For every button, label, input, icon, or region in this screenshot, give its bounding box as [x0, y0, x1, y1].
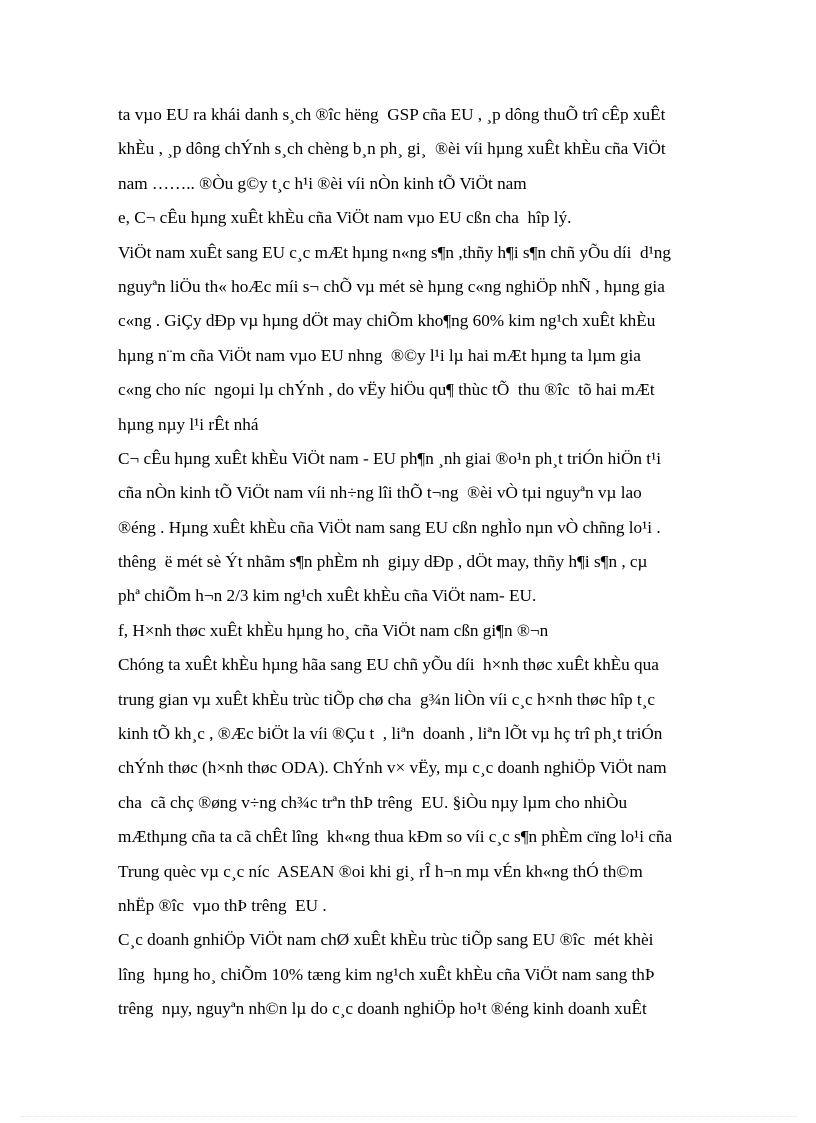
- text-line: ta vµo EU ra khái danh s¸ch ®îc hëng GSP cña EU , ¸p dông thuÕ trî cÊp xuÊt: [118, 105, 666, 124]
- text-line: chÝnh thøc (h×nh thøc ODA). ChÝnh v× vËy, mµ c¸c doanh nghiÖp ViÖt nam: [118, 758, 667, 778]
- text-line: trung gian vµ xuÊt khÈu trùc tiÕp chø cha g¾n liÒn víi c¸c h×nh thøc hîp t¸c: [118, 689, 656, 709]
- text-line: C¸c doanh gnhiÖp ViÖt nam chØ xuÊt khÈu trùc tiÕp sang EU ®îc mét khèi: [118, 930, 654, 950]
- text-line: nhËp ®îc vµo thÞ trêng EU .: [118, 895, 327, 915]
- page-bottom-divider: [20, 1116, 796, 1117]
- text-line: trêng nµy, nguyªn nh©n lµ do c¸c doanh nghiÖp ho¹t ®éng kinh doanh xuÊt: [118, 999, 647, 1019]
- text-line: nguyªn liÖu th« hoÆc míi s¬ chÕ vµ mét sè hµng c«ng nghiÖp nhÑ , hµng gia: [118, 276, 665, 296]
- text-line: cña nÒn kinh tÕ ViÖt nam víi nh÷ng lîi thÕ t¬ng ®èi vÒ tµi nguyªn vµ lao: [118, 483, 642, 503]
- text-line: kinh tÕ kh¸c , ®Æc biÖt la víi ®Çu t , liªn doanh , liªn lÕt vµ hç trî ph¸t triÓn: [118, 724, 663, 744]
- section-heading: e, C¬ cÊu hµng xuÊt khÈu cña ViÖt nam vµo EU cßn cha hîp lý.: [118, 208, 572, 228]
- text-line: nam …….. ®Òu g©y t¸c h¹i ®èi víi nÒn kinh tÕ ViÖt nam: [118, 173, 527, 193]
- text-line: ViÖt nam xuÊt sang EU c¸c mÆt hµng n«ng s¶n ,thñy h¶i s¶n chñ yÕu díi d¹ng: [118, 242, 671, 262]
- section-heading: f, H×nh thøc xuÊt khÈu hµng ho¸ cña ViÖt nam cßn gi¶n ®¬n: [118, 620, 549, 640]
- text-line: lîng hµng ho¸ chiÕm 10% tæng kim ng¹ch xuÊt khÈu cña ViÖt nam sang thÞ: [118, 964, 655, 984]
- text-line: Chóng ta xuÊt khÈu hµng hãa sang EU chñ yÕu díi h×nh thøc xuÊt khÈu qua: [118, 655, 659, 675]
- text-line: mÆthµng cña ta cã chÊt lîng kh«ng thua kÐm so víi c¸c s¶n phÈm cïng lo¹i cña: [118, 827, 673, 847]
- text-line: C¬ cÊu hµng xuÊt khÈu ViÖt nam - EU ph¶n ¸nh giai ®o¹n ph¸t triÓn hiÖn t¹i: [118, 448, 662, 468]
- text-line: c«ng . GiÇy dÐp vµ hµng dÖt may chiÕm kho¶ng 60% kim ng¹ch xuÊt khÈu: [118, 311, 656, 331]
- text-line: Trung quèc vµ c¸c níc ASEAN ®oi khi gi¸ rÎ h¬n mµ vÉn kh«ng thÓ th©m: [118, 861, 643, 881]
- text-line: hµng nµy l¹i rÊt nhá: [118, 414, 259, 434]
- document-body: [118, 98, 728, 1027]
- text-line: c«ng cho níc ngoµi lµ chÝnh , do vËy hiÖu qu¶ thùc tÕ thu ®îc tõ hai mÆt: [118, 380, 655, 400]
- text-line: hµng n¨m cña ViÖt nam vµo EU nhng ®©y l¹i lµ hai mÆt hµng ta lµm gia: [118, 345, 641, 365]
- text-line: phª chiÕm h¬n 2/3 kim ng¹ch xuÊt khÈu cña ViÖt nam- EU.: [118, 586, 537, 606]
- text-line: khÈu , ¸p dông chÝnh s¸ch chèng b¸n ph¸ gi¸ ®èi víi hµng xuÊt khÈu cña ViÖt: [118, 139, 666, 159]
- text-line: ®éng . Hµng xuÊt khÈu cña ViÖt nam sang EU cßn nghÌo nµn vÒ chñng lo¹i .: [118, 517, 661, 537]
- text-line: cha cã chç ®øng v÷ng ch¾c trªn thÞ trêng EU. §iÒu nµy lµm cho nhiÒu: [118, 792, 628, 812]
- text-line: thêng ë mét sè Ýt nhãm s¶n phÈm nh giµy dÐp , dÖt may, thñy h¶i s¶n , cµ: [118, 552, 648, 572]
